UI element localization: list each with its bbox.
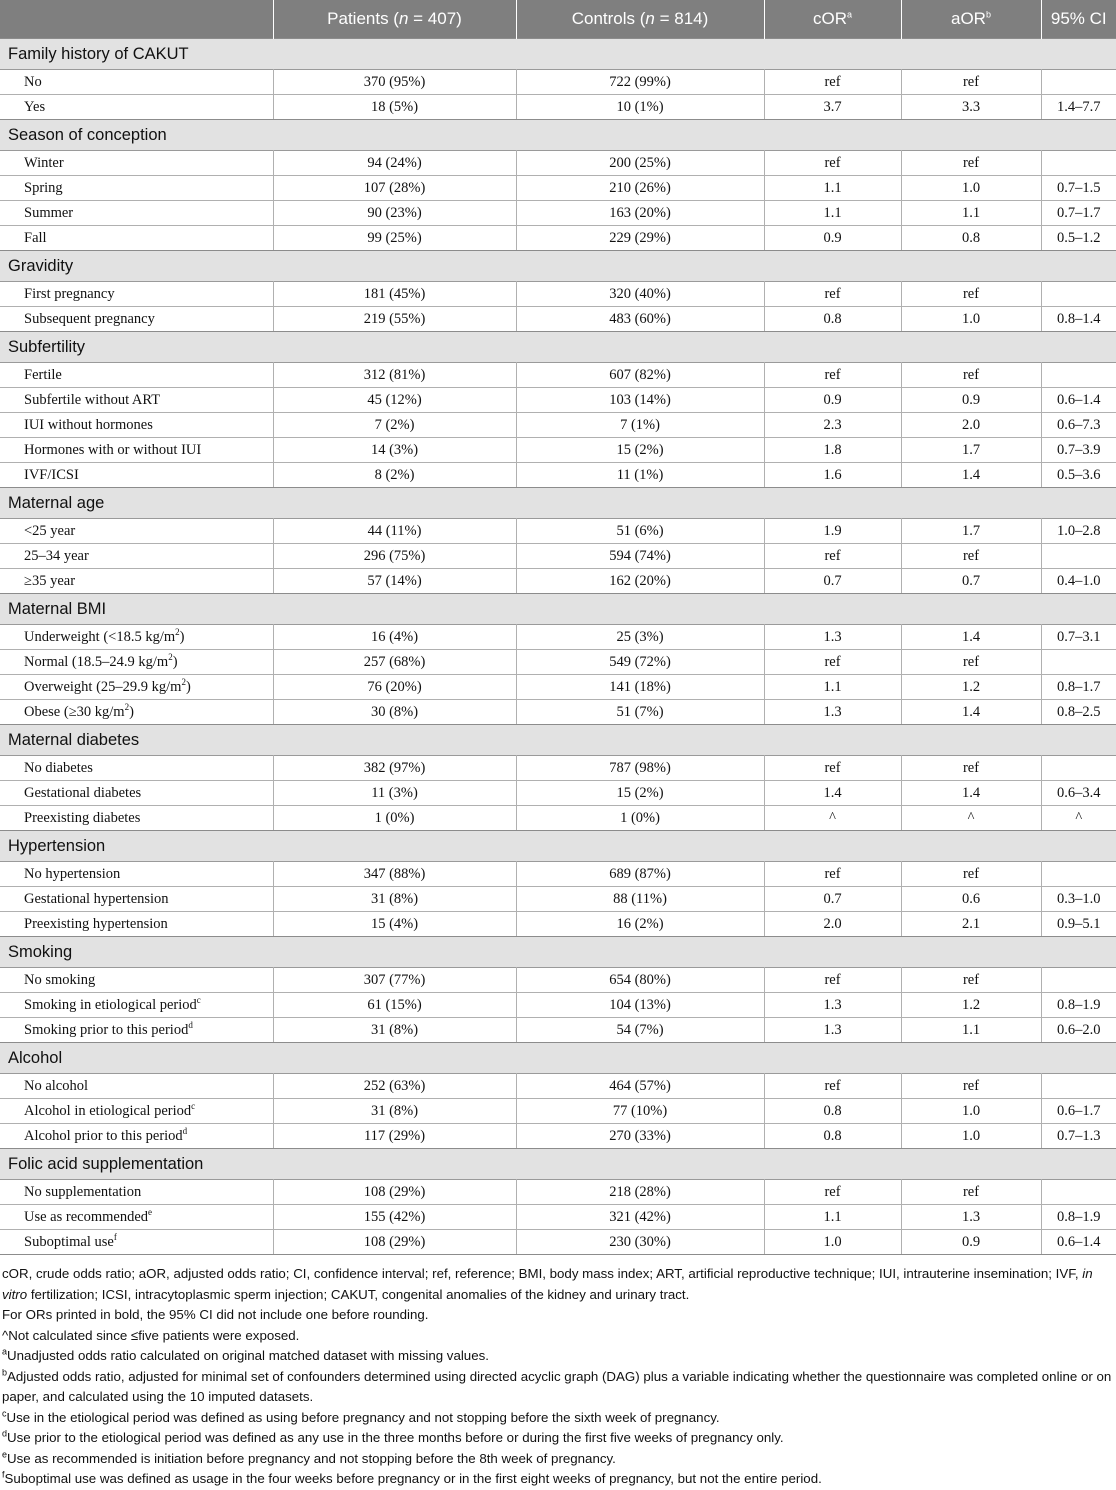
cell-cor: 0.9 [764,388,901,413]
cell-ci: 0.5–1.2 [1041,226,1116,251]
cell-aor: ref [901,70,1041,95]
cell-ci: 0.3–1.0 [1041,887,1116,912]
cell-aor: 3.3 [901,95,1041,120]
cell-controls: 162 (20%) [516,569,764,594]
row-label: Preexisting hypertension [0,912,273,937]
cell-cor: 1.3 [764,993,901,1018]
table-row [0,176,1116,201]
cell-ci: 0.7–1.7 [1041,201,1116,226]
table-row [0,1230,1116,1255]
cell-aor: 1.7 [901,519,1041,544]
cell-controls: 320 (40%) [516,282,764,307]
cell-controls: 77 (10%) [516,1099,764,1124]
cell-cor: ref [764,151,901,176]
cell-controls: 787 (98%) [516,756,764,781]
cell-ci [1041,544,1116,569]
table-row [0,463,1116,488]
cell-cor: ref [764,756,901,781]
table-row [0,700,1116,725]
cell-cor: ref [764,1180,901,1205]
cell-aor: 1.0 [901,1124,1041,1149]
cell-cor: ref [764,544,901,569]
footnote: $^c$Use in the etiological period was defined as using before pregnancy and not stopping before the sixth week of pregnancy. [2,1408,720,1425]
cell-controls: 16 (2%) [516,912,764,937]
cell-cor: ref [764,862,901,887]
cell-aor: 0.7 [901,569,1041,594]
cell-ci: 0.6–3.4 [1041,781,1116,806]
table-row [0,968,1116,993]
cell-patients: 44 (11%) [273,519,516,544]
section-header-row [0,831,1116,862]
cell-patients: 257 (68%) [273,650,516,675]
row-label: First pregnancy [0,282,273,307]
section-header-row [0,488,1116,519]
row-label: Subsequent pregnancy [0,307,273,332]
table-row [0,862,1116,887]
table-row [0,519,1116,544]
cell-controls: 229 (29%) [516,226,764,251]
cell-cor: 1.1 [764,201,901,226]
cell-controls: 88 (11%) [516,887,764,912]
cell-patients: 11 (3%) [273,781,516,806]
cell-ci: 0.8–1.4 [1041,307,1116,332]
cell-ci [1041,1074,1116,1099]
cell-aor: 0.9 [901,1230,1041,1255]
table-row [0,675,1116,700]
cell-patients: 76 (20%) [273,675,516,700]
cell-cor: 0.8 [764,1124,901,1149]
cell-aor: 1.4 [901,781,1041,806]
cell-aor: 1.1 [901,201,1041,226]
row-label: IUI without hormones [0,413,273,438]
row-label: No hypertension [0,862,273,887]
cell-patients: 99 (25%) [273,226,516,251]
bold-note: For ORs printed in bold, the 95% CI did not include one before rounding. [2,1307,429,1322]
table-row [0,388,1116,413]
cell-patients: 181 (45%) [273,282,516,307]
section-title: Season of conception [0,120,1116,151]
cell-cor: 1.9 [764,519,901,544]
section-title: Family history of CAKUT [0,39,1116,70]
cell-ci: 0.7–3.9 [1041,438,1116,463]
cell-patients: 31 (8%) [273,1099,516,1124]
row-label: <25 year [0,519,273,544]
cell-patients: 1 (0%) [273,806,516,831]
cell-patients: 14 (3%) [273,438,516,463]
cell-patients: 296 (75%) [273,544,516,569]
row-label: Subfertile without ART [0,388,273,413]
cell-aor: 1.4 [901,700,1041,725]
cell-aor: 2.0 [901,413,1041,438]
cell-cor: 1.1 [764,176,901,201]
cell-controls: 163 (20%) [516,201,764,226]
table-row [0,625,1116,650]
cell-cor: 2.3 [764,413,901,438]
table-row [0,569,1116,594]
header-variable [0,0,273,39]
cell-cor: 0.9 [764,226,901,251]
row-label: Gestational diabetes [0,781,273,806]
cell-controls: 15 (2%) [516,438,764,463]
row-label: No diabetes [0,756,273,781]
cell-controls: 200 (25%) [516,151,764,176]
row-label: No alcohol [0,1074,273,1099]
section-header-row [0,937,1116,968]
cell-ci: 0.8–1.9 [1041,993,1116,1018]
section-title: Smoking [0,937,1116,968]
section-title: Hypertension [0,831,1116,862]
footnote: $^e$Use as recommended is initiation before pregnancy and not stopping before the 8th week of pregnancy. [2,1449,616,1466]
table-row [0,887,1116,912]
table-row [0,307,1116,332]
cell-ci [1041,862,1116,887]
cell-cor: ref [764,650,901,675]
cell-patients: 307 (77%) [273,968,516,993]
table-row [0,95,1116,120]
cell-ci [1041,151,1116,176]
section-header-row [0,594,1116,625]
cell-patients: 107 (28%) [273,176,516,201]
section-title: Gravidity [0,251,1116,282]
cell-cor: 1.6 [764,463,901,488]
table-row [0,1124,1116,1149]
cell-cor: 0.8 [764,1099,901,1124]
cell-aor: 0.9 [901,388,1041,413]
cell-aor: ref [901,282,1041,307]
cell-cor: 2.0 [764,912,901,937]
cell-controls: 464 (57%) [516,1074,764,1099]
table-row [0,1074,1116,1099]
cell-patients: 7 (2%) [273,413,516,438]
cell-aor: 1.1 [901,1018,1041,1043]
cell-aor: 0.8 [901,226,1041,251]
row-label: Underweight (<18.5 $kg/m^2$) [0,625,273,650]
section-title: Alcohol [0,1043,1116,1074]
cell-controls: 51 (7%) [516,700,764,725]
table-header-row [0,0,1116,39]
cell-controls: 51 (6%) [516,519,764,544]
cell-ci [1041,756,1116,781]
cell-cor: 1.1 [764,1205,901,1230]
cell-aor: ref [901,1180,1041,1205]
row-label: Winter [0,151,273,176]
cell-ci: 0.7–3.1 [1041,625,1116,650]
cell-ci [1041,363,1116,388]
cell-cor: 1.4 [764,781,901,806]
cell-ci: 0.9–5.1 [1041,912,1116,937]
cell-ci: 0.8–1.9 [1041,1205,1116,1230]
section-header-row [0,332,1116,363]
table-row [0,226,1116,251]
cell-patients: 15 (4%) [273,912,516,937]
cell-aor: ref [901,151,1041,176]
cell-controls: 689 (87%) [516,862,764,887]
footnote: $^b$Adjusted odds ratio, adjusted for minimal set of confounders determined using directed acyclic graph (DAG) plus a variable indicating whether the questionnaire was completed online or on paper, and calculated using the 10 imputed datasets. [2,1367,1112,1404]
header-ci: 95% CI [1041,0,1116,39]
table-row [0,912,1116,937]
section-header-row [0,1149,1116,1180]
header-cor: cOR$^a$ [764,0,901,39]
cell-controls: 141 (18%) [516,675,764,700]
cell-patients: 30 (8%) [273,700,516,725]
cell-controls: 321 (42%) [516,1205,764,1230]
row-label: Gestational hypertension [0,887,273,912]
cell-controls: 483 (60%) [516,307,764,332]
cell-aor: 1.4 [901,463,1041,488]
cell-ci: 0.4–1.0 [1041,569,1116,594]
cell-patients: 108 (29%) [273,1180,516,1205]
table-row [0,1180,1116,1205]
cell-patients: 18 (5%) [273,95,516,120]
cell-aor: ref [901,862,1041,887]
cell-cor: 1.1 [764,675,901,700]
cell-patients: 31 (8%) [273,887,516,912]
cell-cor: 1.3 [764,700,901,725]
row-label: Alcohol in etiological period$^c$ [0,1099,273,1124]
cell-cor: ref [764,968,901,993]
table-body [0,39,1116,1255]
section-title: Folic acid supplementation [0,1149,1116,1180]
section-title: Subfertility [0,332,1116,363]
cell-patients: 117 (29%) [273,1124,516,1149]
row-label: IVF/ICSI [0,463,273,488]
cell-cor: ref [764,363,901,388]
cell-controls: 654 (80%) [516,968,764,993]
row-label: No supplementation [0,1180,273,1205]
row-label: Hormones with or without IUI [0,438,273,463]
table-row [0,438,1116,463]
section-header-row [0,251,1116,282]
footnote: $^a$Unadjusted odds ratio calculated on original matched dataset with missing values. [2,1346,489,1363]
abbreviations-note: cOR, crude odds ratio; aOR, adjusted odds ratio; CI, confidence interval; ref, reference; BMI, body mass index; ART, artificial reproductive technique; IUI, intrauterine insemination; IVF, in vitro fertilization; ICSI, intracytoplasmic sperm injection; CAKUT, congenital anomalies of the kidney and urinary tract. [2,1266,1093,1302]
row-label: Fall [0,226,273,251]
cell-ci: 0.7–1.3 [1041,1124,1116,1149]
cell-ci: 0.8–1.7 [1041,675,1116,700]
table-row [0,1205,1116,1230]
table-row [0,1099,1116,1124]
table-row [0,756,1116,781]
cell-aor: 1.2 [901,993,1041,1018]
row-label: No [0,70,273,95]
cell-cor: 1.0 [764,1230,901,1255]
cell-ci [1041,1180,1116,1205]
table-row [0,363,1116,388]
row-label: Smoking in etiological period$^c$ [0,993,273,1018]
table-row [0,993,1116,1018]
cell-controls: 210 (26%) [516,176,764,201]
footnotes-list [2,1346,1114,1490]
cell-aor: 1.0 [901,176,1041,201]
cell-patients: 90 (23%) [273,201,516,226]
row-label: Summer [0,201,273,226]
cell-patients: 16 (4%) [273,625,516,650]
cell-aor: ref [901,756,1041,781]
row-label: 25–34 year [0,544,273,569]
cell-ci: 0.6–1.4 [1041,388,1116,413]
section-title: Maternal diabetes [0,725,1116,756]
cell-controls: 103 (14%) [516,388,764,413]
table-row [0,413,1116,438]
cell-controls: 1 (0%) [516,806,764,831]
table-row [0,650,1116,675]
cell-ci: 0.6–1.4 [1041,1230,1116,1255]
cell-patients: 219 (55%) [273,307,516,332]
cell-patients: 108 (29%) [273,1230,516,1255]
cell-ci: 1.0–2.8 [1041,519,1116,544]
table-notes [0,1264,1114,1490]
cell-cor: 0.8 [764,307,901,332]
cell-cor: ^ [764,806,901,831]
row-label: ≥35 year [0,569,273,594]
cell-ci: ^ [1041,806,1116,831]
cell-ci: 0.6–1.7 [1041,1099,1116,1124]
section-header-row [0,1043,1116,1074]
cell-cor: 0.7 [764,569,901,594]
table-row [0,201,1116,226]
cell-ci [1041,650,1116,675]
table-row [0,282,1116,307]
cell-aor: ^ [901,806,1041,831]
header-controls: Controls (n = 814) [516,0,764,39]
section-header-row [0,120,1116,151]
row-label: Spring [0,176,273,201]
cell-patients: 347 (88%) [273,862,516,887]
cell-controls: 230 (30%) [516,1230,764,1255]
cell-aor: ref [901,544,1041,569]
cell-aor: ref [901,968,1041,993]
cell-aor: 1.7 [901,438,1041,463]
cell-cor: 3.7 [764,95,901,120]
cell-controls: 10 (1%) [516,95,764,120]
table-row [0,1018,1116,1043]
row-label: Use as recommended$^e$ [0,1205,273,1230]
section-title: Maternal BMI [0,594,1116,625]
cell-patients: 57 (14%) [273,569,516,594]
cell-controls: 549 (72%) [516,650,764,675]
row-label: Fertile [0,363,273,388]
cell-aor: 1.0 [901,307,1041,332]
table-row [0,70,1116,95]
row-label: Smoking prior to this period$^d$ [0,1018,273,1043]
cell-patients: 8 (2%) [273,463,516,488]
cell-aor: 1.0 [901,1099,1041,1124]
table-row [0,544,1116,569]
cell-controls: 7 (1%) [516,413,764,438]
cell-controls: 270 (33%) [516,1124,764,1149]
cell-cor: 0.7 [764,887,901,912]
table-row [0,806,1116,831]
cell-controls: 594 (74%) [516,544,764,569]
cell-controls: 607 (82%) [516,363,764,388]
header-aor: aOR$^b$ [901,0,1041,39]
cell-controls: 722 (99%) [516,70,764,95]
section-title: Maternal age [0,488,1116,519]
table-row [0,151,1116,176]
cell-cor: 1.3 [764,1018,901,1043]
cell-controls: 54 (7%) [516,1018,764,1043]
caret-note: ^Not calculated since ≤five patients were exposed. [2,1327,300,1343]
row-label: Preexisting diabetes [0,806,273,831]
cell-ci [1041,282,1116,307]
cell-cor: ref [764,1074,901,1099]
cell-controls: 104 (13%) [516,993,764,1018]
cell-aor: ref [901,1074,1041,1099]
cell-aor: 2.1 [901,912,1041,937]
row-label: Yes [0,95,273,120]
cell-aor: 1.4 [901,625,1041,650]
cell-ci [1041,968,1116,993]
cell-aor: 0.6 [901,887,1041,912]
cell-cor: 1.8 [764,438,901,463]
cell-ci: 1.4–7.7 [1041,95,1116,120]
cell-aor: 1.2 [901,675,1041,700]
cell-patients: 382 (97%) [273,756,516,781]
cell-ci: 0.8–2.5 [1041,700,1116,725]
cell-patients: 155 (42%) [273,1205,516,1230]
cell-patients: 31 (8%) [273,1018,516,1043]
cell-patients: 45 (12%) [273,388,516,413]
row-label: Obese (≥30 $kg/m^2$) [0,700,273,725]
row-label: Alcohol prior to this period$^d$ [0,1124,273,1149]
cell-ci: 0.6–2.0 [1041,1018,1116,1043]
cell-cor: 1.3 [764,625,901,650]
row-label: No smoking [0,968,273,993]
cell-ci [1041,70,1116,95]
cell-patients: 252 (63%) [273,1074,516,1099]
row-label: Overweight (25–29.9 $kg/m^2$) [0,675,273,700]
cell-cor: ref [764,70,901,95]
cell-controls: 15 (2%) [516,781,764,806]
cell-ci: 0.5–3.6 [1041,463,1116,488]
cell-patients: 61 (15%) [273,993,516,1018]
footnote: $^d$Use prior to the etiological period was defined as any use in the three months before or during the first five weeks of pregnancy only. [2,1428,784,1445]
header-patients: Patients (n = 407) [273,0,516,39]
section-header-row [0,39,1116,70]
cell-aor: ref [901,650,1041,675]
cell-patients: 312 (81%) [273,363,516,388]
row-label: Suboptimal use$^f$ [0,1230,273,1255]
table-row [0,781,1116,806]
cell-controls: 25 (3%) [516,625,764,650]
row-label: Normal (18.5–24.9 $kg/m^2$) [0,650,273,675]
cell-patients: 94 (24%) [273,151,516,176]
cell-cor: ref [764,282,901,307]
cell-aor: 1.3 [901,1205,1041,1230]
cell-patients: 370 (95%) [273,70,516,95]
cell-ci: 0.7–1.5 [1041,176,1116,201]
cell-controls: 218 (28%) [516,1180,764,1205]
section-header-row [0,725,1116,756]
footnote: $^f$Suboptimal use was defined as usage in the four weeks before pregnancy or in the first eight weeks of pregnancy, but not the entire period. [2,1469,822,1486]
cell-controls: 11 (1%) [516,463,764,488]
cell-aor: ref [901,363,1041,388]
cell-ci: 0.6–7.3 [1041,413,1116,438]
